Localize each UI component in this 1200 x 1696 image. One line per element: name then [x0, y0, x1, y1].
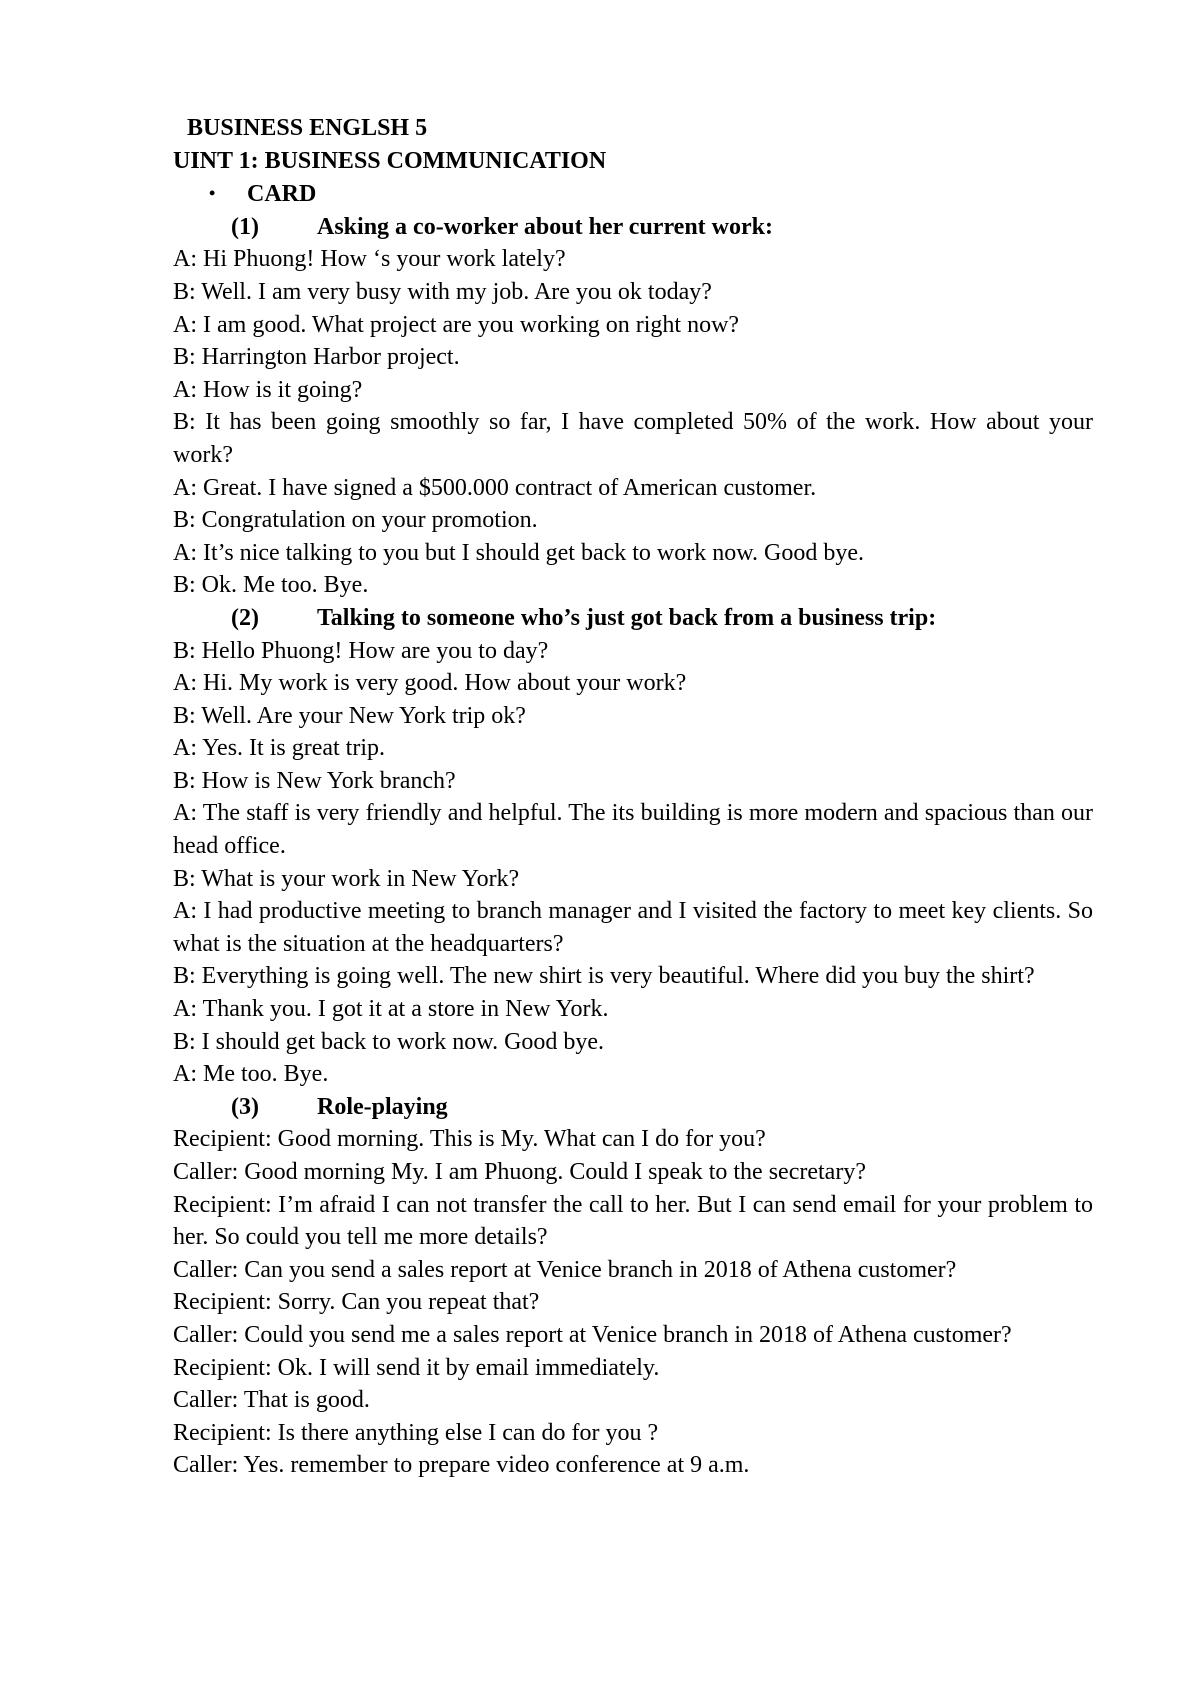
dialogue-line: B: Everything is going well. The new shirt is very beautiful. Where did you buy the shirt? — [173, 963, 1035, 990]
dialogue-line: A: I am good. What project are you working on right now? — [173, 311, 740, 338]
bullet-label: CARD — [247, 181, 317, 208]
dialogue-line: A: I had productive meeting to branch manager and I visited the factory to meet key clients. So what is the situation at the headquarters? — [173, 898, 1093, 957]
dialogue-line: Caller: Can you send a sales report at Venice branch in 2018 of Athena customer? — [173, 1256, 957, 1283]
dialogue-line: B: Well. I am very busy with my job. Are you ok today? — [173, 278, 712, 305]
dialogue-line: B: I should get back to work now. Good bye. — [173, 1028, 605, 1055]
section-number: (1) — [231, 213, 259, 240]
dialogue-line: A: It’s nice talking to you but I should get back to work now. Good bye. — [173, 539, 865, 566]
dialogue-line: B: How is New York branch? — [173, 767, 456, 794]
section-title: Role-playing — [317, 1093, 448, 1120]
section-number: (3) — [231, 1093, 259, 1120]
dialogue-line: Recipient: Good morning. This is My. What can I do for you? — [173, 1126, 766, 1153]
section-title: Talking to someone who’s just got back from a business trip: — [317, 604, 937, 631]
bullet-icon: • — [209, 183, 216, 204]
dialogue-line: A: How is it going? — [173, 376, 363, 403]
dialogue-line: Caller: That is good. — [173, 1387, 370, 1414]
dialogue-line: B: What is your work in New York? — [173, 865, 520, 892]
section-number: (2) — [231, 604, 259, 631]
dialogue-line: B: Hello Phuong! How are you to day? — [173, 637, 549, 664]
dialogue-line: B: Ok. Me too. Bye. — [173, 572, 369, 599]
document-title: BUSINESS ENGLSH 5 — [187, 115, 428, 141]
dialogue-line: B: Congratulation on your promotion. — [173, 507, 538, 534]
dialogue-line: A: Me too. Bye. — [173, 1061, 329, 1088]
dialogue-line: B: It has been going smoothly so far, I have completed 50% of the work. How about your work? — [173, 409, 1093, 468]
dialogue-line: A: Yes. It is great trip. — [173, 735, 385, 762]
dialogue-line: A: The staff is very friendly and helpful. The its building is more modern and spacious than our head office. — [173, 800, 1093, 860]
document-body — [173, 112, 1093, 1482]
dialogue-line: A: Thank you. I got it at a store in New York. — [173, 996, 609, 1023]
dialogue-line: Caller: Could you send me a sales report at Venice branch in 2018 of Athena customer? — [173, 1321, 1012, 1348]
dialogue-line: Recipient: Ok. I will send it by email immediately. — [173, 1354, 660, 1381]
dialogue-line: Recipient: Is there anything else I can do for you ? — [173, 1419, 659, 1446]
dialogue-line: Recipient: I’m afraid I can not transfer the call to her. But I can send email for your problem to her. So could you tell me more details? — [173, 1191, 1093, 1251]
section-heading-1 — [173, 211, 1093, 244]
dialogue-line: B: Harrington Harbor project. — [173, 344, 460, 371]
section-title: Asking a co-worker about her current work: — [317, 213, 773, 240]
dialogue-line: Caller: Good morning My. I am Phuong. Could I speak to the secretary? — [173, 1159, 866, 1185]
dialogue-line: Caller: Yes. remember to prepare video conference at 9 a.m. — [173, 1452, 750, 1479]
dialogue-line: A: Great. I have signed a $500.000 contract of American customer. — [173, 474, 817, 501]
section-heading-3 — [173, 1091, 1093, 1124]
dialogue-line: Recipient: Sorry. Can you repeat that? — [173, 1289, 540, 1316]
bullet-item-card — [173, 177, 1093, 211]
dialogue-line: A: Hi Phuong! How ‘s your work lately? — [173, 246, 566, 273]
unit-heading: UINT 1: BUSINESS COMMUNICATION — [173, 147, 607, 174]
dialogue-line: A: Hi. My work is very good. How about your work? — [173, 670, 687, 697]
section-heading-2 — [173, 602, 1093, 635]
dialogue-line: B: Well. Are your New York trip ok? — [173, 702, 526, 729]
